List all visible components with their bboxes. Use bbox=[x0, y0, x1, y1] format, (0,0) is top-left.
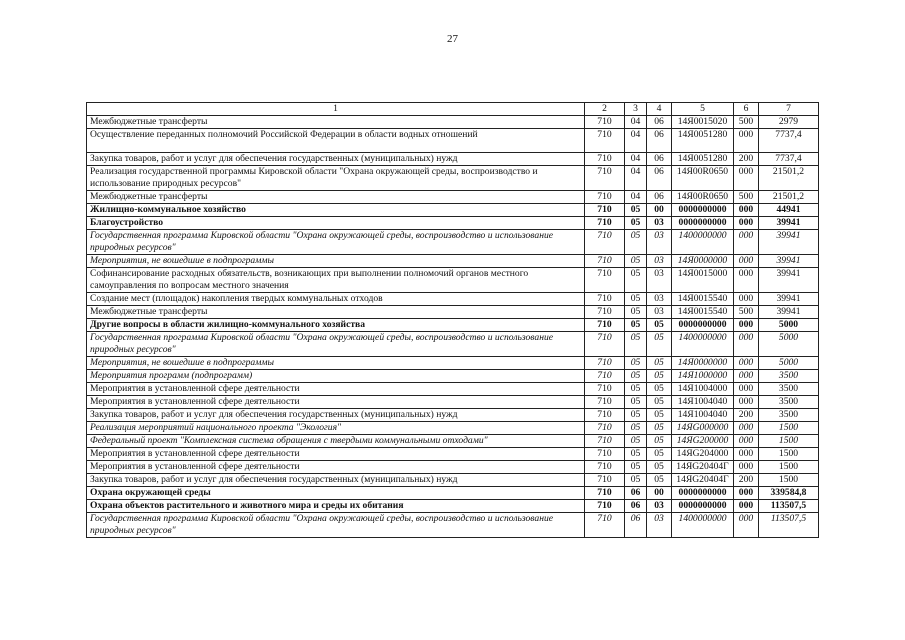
row-value-cell: 710 bbox=[585, 306, 625, 319]
row-value-cell: 710 bbox=[585, 357, 625, 370]
row-value-cell: 39941 bbox=[759, 306, 819, 319]
row-value-cell: 00 bbox=[647, 204, 672, 217]
row-value-cell: 06 bbox=[647, 166, 672, 191]
row-value-cell: 14Я0015000 bbox=[672, 268, 734, 293]
header-cell: 7 bbox=[759, 103, 819, 116]
row-value-cell: 04 bbox=[625, 129, 647, 153]
row-value-cell: 05 bbox=[625, 332, 647, 357]
row-value-cell: 00 bbox=[647, 487, 672, 500]
row-value-cell: 710 bbox=[585, 129, 625, 153]
row-value-cell: 0000000000 bbox=[672, 204, 734, 217]
row-description-cell: Мероприятия программ (подпрограмм) bbox=[87, 370, 585, 383]
row-value-cell: 000 bbox=[734, 435, 759, 448]
table-row bbox=[87, 357, 819, 370]
row-value-cell: 000 bbox=[734, 166, 759, 191]
row-value-cell: 000 bbox=[734, 204, 759, 217]
row-value-cell: 14Я1004000 bbox=[672, 383, 734, 396]
row-value-cell: 710 bbox=[585, 487, 625, 500]
table-row bbox=[87, 191, 819, 204]
row-value-cell: 500 bbox=[734, 306, 759, 319]
row-value-cell: 05 bbox=[625, 255, 647, 268]
row-value-cell: 05 bbox=[647, 461, 672, 474]
row-value-cell: 710 bbox=[585, 319, 625, 332]
table-row bbox=[87, 230, 819, 255]
row-value-cell: 000 bbox=[734, 319, 759, 332]
row-value-cell: 14ЯG20404Г bbox=[672, 474, 734, 487]
table-row bbox=[87, 217, 819, 230]
row-value-cell: 339584,8 bbox=[759, 487, 819, 500]
row-value-cell: 710 bbox=[585, 370, 625, 383]
row-value-cell: 5000 bbox=[759, 332, 819, 357]
row-value-cell: 000 bbox=[734, 461, 759, 474]
row-description-cell: Жилищно-коммунальное хозяйство bbox=[87, 204, 585, 217]
row-value-cell: 03 bbox=[647, 306, 672, 319]
header-cell: 5 bbox=[672, 103, 734, 116]
header-cell: 2 bbox=[585, 103, 625, 116]
row-value-cell: 05 bbox=[625, 396, 647, 409]
row-value-cell: 000 bbox=[734, 217, 759, 230]
table-row bbox=[87, 422, 819, 435]
row-value-cell: 1500 bbox=[759, 474, 819, 487]
row-value-cell: 1500 bbox=[759, 461, 819, 474]
row-value-cell: 14Я0015020 bbox=[672, 116, 734, 129]
row-value-cell: 05 bbox=[647, 422, 672, 435]
row-value-cell: 710 bbox=[585, 461, 625, 474]
row-value-cell: 1400000000 bbox=[672, 230, 734, 255]
row-value-cell: 710 bbox=[585, 116, 625, 129]
row-value-cell: 200 bbox=[734, 409, 759, 422]
row-value-cell: 710 bbox=[585, 422, 625, 435]
row-value-cell: 05 bbox=[625, 293, 647, 306]
header-cell: 3 bbox=[625, 103, 647, 116]
row-value-cell: 710 bbox=[585, 513, 625, 538]
row-value-cell: 200 bbox=[734, 474, 759, 487]
row-description-cell: Осуществление переданных полномочий Российской Федерации в области водных отношений bbox=[87, 129, 585, 153]
row-value-cell: 000 bbox=[734, 230, 759, 255]
row-value-cell: 000 bbox=[734, 487, 759, 500]
table-row bbox=[87, 153, 819, 166]
row-description-cell: Мероприятия в установленной сфере деятельности bbox=[87, 396, 585, 409]
row-value-cell: 04 bbox=[625, 116, 647, 129]
row-description-cell: Закупка товаров, работ и услуг для обеспечения государственных (муниципальных) нужд bbox=[87, 409, 585, 422]
row-value-cell: 000 bbox=[734, 129, 759, 153]
row-description-cell: Мероприятия в установленной сфере деятельности bbox=[87, 461, 585, 474]
row-value-cell: 03 bbox=[647, 217, 672, 230]
row-value-cell: 05 bbox=[647, 409, 672, 422]
table-row bbox=[87, 500, 819, 513]
row-value-cell: 710 bbox=[585, 255, 625, 268]
row-value-cell: 03 bbox=[647, 500, 672, 513]
row-value-cell: 3500 bbox=[759, 409, 819, 422]
row-value-cell: 05 bbox=[625, 461, 647, 474]
table-row bbox=[87, 513, 819, 538]
row-value-cell: 0000000000 bbox=[672, 319, 734, 332]
row-value-cell: 14ЯG000000 bbox=[672, 422, 734, 435]
row-value-cell: 710 bbox=[585, 396, 625, 409]
row-value-cell: 710 bbox=[585, 204, 625, 217]
row-value-cell: 0000000000 bbox=[672, 217, 734, 230]
row-value-cell: 3500 bbox=[759, 383, 819, 396]
row-value-cell: 000 bbox=[734, 255, 759, 268]
row-value-cell: 14ЯG20404Г bbox=[672, 461, 734, 474]
row-value-cell: 05 bbox=[625, 230, 647, 255]
row-value-cell: 05 bbox=[647, 319, 672, 332]
row-value-cell: 2979 bbox=[759, 116, 819, 129]
row-value-cell: 21501,2 bbox=[759, 191, 819, 204]
row-value-cell: 05 bbox=[625, 448, 647, 461]
row-value-cell: 14Я0051280 bbox=[672, 153, 734, 166]
row-value-cell: 04 bbox=[625, 166, 647, 191]
row-value-cell: 03 bbox=[647, 230, 672, 255]
row-value-cell: 000 bbox=[734, 370, 759, 383]
row-value-cell: 05 bbox=[625, 204, 647, 217]
table-row bbox=[87, 255, 819, 268]
table-row bbox=[87, 293, 819, 306]
row-value-cell: 06 bbox=[647, 116, 672, 129]
table-row bbox=[87, 448, 819, 461]
row-description-cell: Софинансирование расходных обязательств, возникающих при выполнении полномочий органов местного самоуправления по вопросам местного значения bbox=[87, 268, 585, 293]
row-value-cell: 3500 bbox=[759, 370, 819, 383]
table-row bbox=[87, 332, 819, 357]
row-value-cell: 7737,4 bbox=[759, 129, 819, 153]
row-value-cell: 3500 bbox=[759, 396, 819, 409]
row-value-cell: 21501,2 bbox=[759, 166, 819, 191]
row-description-cell: Государственная программа Кировской области "Охрана окружающей среды, воспроизводство и использование природных ресурсов" bbox=[87, 513, 585, 538]
row-description-cell: Закупка товаров, работ и услуг для обеспечения государственных (муниципальных) нужд bbox=[87, 474, 585, 487]
row-value-cell: 1500 bbox=[759, 448, 819, 461]
row-value-cell: 05 bbox=[625, 357, 647, 370]
row-value-cell: 39941 bbox=[759, 293, 819, 306]
table-row bbox=[87, 306, 819, 319]
row-value-cell: 06 bbox=[647, 129, 672, 153]
row-value-cell: 39941 bbox=[759, 268, 819, 293]
row-value-cell: 710 bbox=[585, 332, 625, 357]
row-description-cell: Реализация мероприятий национального проекта "Экология" bbox=[87, 422, 585, 435]
row-value-cell: 05 bbox=[647, 474, 672, 487]
row-value-cell: 710 bbox=[585, 448, 625, 461]
table-row bbox=[87, 129, 819, 153]
table-row bbox=[87, 166, 819, 191]
row-value-cell: 05 bbox=[647, 332, 672, 357]
row-value-cell: 05 bbox=[625, 474, 647, 487]
row-value-cell: 05 bbox=[647, 357, 672, 370]
row-description-cell: Межбюджетные трансферты bbox=[87, 116, 585, 129]
row-value-cell: 500 bbox=[734, 116, 759, 129]
row-value-cell: 200 bbox=[734, 153, 759, 166]
row-value-cell: 500 bbox=[734, 191, 759, 204]
row-value-cell: 000 bbox=[734, 396, 759, 409]
table-row bbox=[87, 383, 819, 396]
row-value-cell: 05 bbox=[647, 396, 672, 409]
header-cell: 4 bbox=[647, 103, 672, 116]
row-value-cell: 000 bbox=[734, 500, 759, 513]
row-description-cell: Охрана объектов растительного и животного мира и среды их обитания bbox=[87, 500, 585, 513]
row-value-cell: 710 bbox=[585, 153, 625, 166]
table-row bbox=[87, 487, 819, 500]
row-description-cell: Мероприятия, не вошедшие в подпрограммы bbox=[87, 255, 585, 268]
row-value-cell: 05 bbox=[625, 383, 647, 396]
row-value-cell: 1500 bbox=[759, 422, 819, 435]
row-value-cell: 113507,5 bbox=[759, 500, 819, 513]
page-number: 27 bbox=[447, 33, 458, 45]
header-cell: 6 bbox=[734, 103, 759, 116]
row-value-cell: 05 bbox=[647, 383, 672, 396]
table-row bbox=[87, 319, 819, 332]
table-row bbox=[87, 396, 819, 409]
row-value-cell: 03 bbox=[647, 513, 672, 538]
row-description-cell: Федеральный проект "Комплексная система обращения с твердыми коммунальными отходами" bbox=[87, 435, 585, 448]
row-value-cell: 14Я0015540 bbox=[672, 293, 734, 306]
row-description-cell: Реализация государственной программы Кировской области "Охрана окружающей среды, воспроизводство и использование природных ресурсов" bbox=[87, 166, 585, 191]
row-value-cell: 000 bbox=[734, 383, 759, 396]
row-value-cell: 06 bbox=[647, 191, 672, 204]
row-description-cell: Мероприятия в установленной сфере деятельности bbox=[87, 448, 585, 461]
row-value-cell: 39941 bbox=[759, 230, 819, 255]
row-value-cell: 05 bbox=[625, 422, 647, 435]
row-value-cell: 14Я0015540 bbox=[672, 306, 734, 319]
row-description-cell: Другие вопросы в области жилищно-коммунального хозяйства bbox=[87, 319, 585, 332]
row-value-cell: 05 bbox=[625, 217, 647, 230]
row-value-cell: 39941 bbox=[759, 255, 819, 268]
row-value-cell: 05 bbox=[625, 306, 647, 319]
row-value-cell: 05 bbox=[647, 448, 672, 461]
row-value-cell: 0000000000 bbox=[672, 487, 734, 500]
row-value-cell: 39941 bbox=[759, 217, 819, 230]
row-value-cell: 000 bbox=[734, 422, 759, 435]
row-value-cell: 14Я00R0650 bbox=[672, 166, 734, 191]
row-value-cell: 113507,5 bbox=[759, 513, 819, 538]
row-value-cell: 05 bbox=[647, 435, 672, 448]
row-value-cell: 1400000000 bbox=[672, 332, 734, 357]
row-value-cell: 710 bbox=[585, 435, 625, 448]
table-row bbox=[87, 409, 819, 422]
row-description-cell: Мероприятия, не вошедшие в подпрограммы bbox=[87, 357, 585, 370]
row-value-cell: 06 bbox=[625, 513, 647, 538]
row-description-cell: Межбюджетные трансферты bbox=[87, 191, 585, 204]
row-value-cell: 710 bbox=[585, 293, 625, 306]
row-value-cell: 06 bbox=[647, 153, 672, 166]
row-value-cell: 710 bbox=[585, 166, 625, 191]
row-value-cell: 14Я1004040 bbox=[672, 396, 734, 409]
table-row bbox=[87, 435, 819, 448]
table-row bbox=[87, 370, 819, 383]
row-value-cell: 0000000000 bbox=[672, 500, 734, 513]
table-header-row bbox=[87, 103, 819, 116]
row-value-cell: 14ЯG200000 bbox=[672, 435, 734, 448]
row-value-cell: 14Я0000000 bbox=[672, 357, 734, 370]
row-value-cell: 03 bbox=[647, 293, 672, 306]
table-row bbox=[87, 204, 819, 217]
table-row bbox=[87, 474, 819, 487]
row-value-cell: 000 bbox=[734, 293, 759, 306]
row-description-cell: Межбюджетные трансферты bbox=[87, 306, 585, 319]
row-value-cell: 000 bbox=[734, 448, 759, 461]
header-cell: 1 bbox=[87, 103, 585, 116]
budget-table bbox=[86, 102, 819, 538]
row-value-cell: 000 bbox=[734, 513, 759, 538]
row-value-cell: 05 bbox=[625, 319, 647, 332]
row-value-cell: 05 bbox=[625, 370, 647, 383]
row-value-cell: 14ЯG204000 bbox=[672, 448, 734, 461]
row-value-cell: 000 bbox=[734, 332, 759, 357]
table-row bbox=[87, 268, 819, 293]
row-value-cell: 5000 bbox=[759, 319, 819, 332]
row-value-cell: 05 bbox=[647, 370, 672, 383]
row-value-cell: 710 bbox=[585, 191, 625, 204]
table-row bbox=[87, 461, 819, 474]
row-value-cell: 14Я1000000 bbox=[672, 370, 734, 383]
row-value-cell: 03 bbox=[647, 255, 672, 268]
row-value-cell: 05 bbox=[625, 435, 647, 448]
row-description-cell: Государственная программа Кировской области "Охрана окружающей среды, воспроизводство и использование природных ресурсов" bbox=[87, 230, 585, 255]
row-value-cell: 03 bbox=[647, 268, 672, 293]
row-value-cell: 000 bbox=[734, 357, 759, 370]
row-value-cell: 14Я0000000 bbox=[672, 255, 734, 268]
row-value-cell: 1400000000 bbox=[672, 513, 734, 538]
row-description-cell: Закупка товаров, работ и услуг для обеспечения государственных (муниципальных) нужд bbox=[87, 153, 585, 166]
table-row bbox=[87, 116, 819, 129]
row-value-cell: 14Я1004040 bbox=[672, 409, 734, 422]
row-value-cell: 710 bbox=[585, 268, 625, 293]
row-value-cell: 7737,4 bbox=[759, 153, 819, 166]
row-description-cell: Создание мест (площадок) накопления твердых коммунальных отходов bbox=[87, 293, 585, 306]
row-value-cell: 05 bbox=[625, 409, 647, 422]
row-value-cell: 04 bbox=[625, 153, 647, 166]
row-value-cell: 05 bbox=[625, 268, 647, 293]
row-value-cell: 04 bbox=[625, 191, 647, 204]
row-value-cell: 14Я0051280 bbox=[672, 129, 734, 153]
row-value-cell: 06 bbox=[625, 487, 647, 500]
row-value-cell: 710 bbox=[585, 409, 625, 422]
row-description-cell: Благоустройство bbox=[87, 217, 585, 230]
row-value-cell: 06 bbox=[625, 500, 647, 513]
row-value-cell: 710 bbox=[585, 474, 625, 487]
row-description-cell: Государственная программа Кировской области "Охрана окружающей среды, воспроизводство и использование природных ресурсов" bbox=[87, 332, 585, 357]
row-value-cell: 44941 bbox=[759, 204, 819, 217]
row-value-cell: 14Я00R0650 bbox=[672, 191, 734, 204]
row-value-cell: 710 bbox=[585, 500, 625, 513]
row-value-cell: 5000 bbox=[759, 357, 819, 370]
row-value-cell: 000 bbox=[734, 268, 759, 293]
row-description-cell: Охрана окружающей среды bbox=[87, 487, 585, 500]
row-value-cell: 710 bbox=[585, 217, 625, 230]
row-value-cell: 1500 bbox=[759, 435, 819, 448]
row-value-cell: 710 bbox=[585, 230, 625, 255]
row-value-cell: 710 bbox=[585, 383, 625, 396]
row-description-cell: Мероприятия в установленной сфере деятельности bbox=[87, 383, 585, 396]
